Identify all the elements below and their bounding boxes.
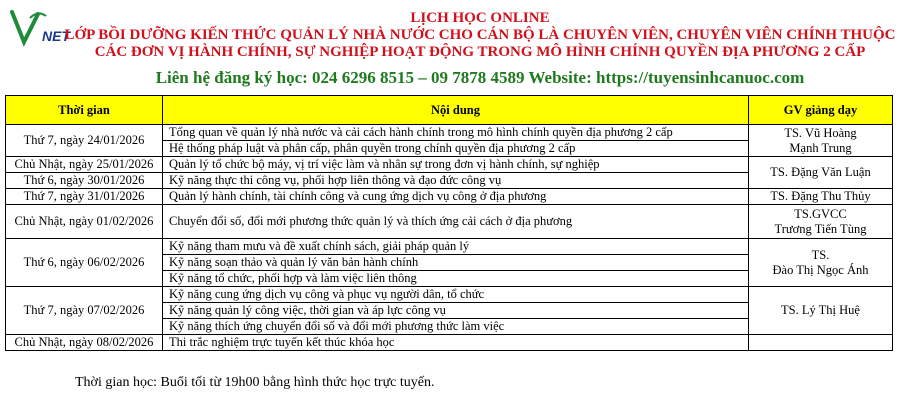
topic-cell: Thi trắc nghiệm trực tuyến kết thúc khóa học	[163, 335, 749, 351]
page-title: LỊCH HỌC ONLINE	[410, 10, 550, 26]
contact-line: Liên hệ đăng ký học: 024 6296 8515 – 09 7878 4589 Website: https://tuyensinhcanuoc.com	[155, 68, 805, 87]
teacher-cell	[749, 205, 893, 239]
date-cell: Thứ 7, ngày 07/02/2026	[6, 287, 163, 335]
topic-cell: Chuyển đổi số, đổi mới phương thức quản lý và thích ứng cải cách ở địa phương	[163, 205, 749, 239]
logo-text: NET	[42, 28, 70, 44]
date-cell: Thứ 6, ngày 06/02/2026	[6, 239, 163, 287]
table-row	[6, 125, 893, 141]
topic-cell: Kỹ năng thích ứng chuyển đổi số và đổi mới phương thức làm việc	[163, 319, 749, 335]
table-row	[6, 287, 893, 303]
teacher-cell	[749, 335, 893, 351]
topic-cell: Tổng quan về quản lý nhà nước và cải cách hành chính trong mô hình chính quyền địa phương 2 cấp	[163, 125, 749, 141]
topic-cell: Quản lý tổ chức bộ máy, vị trí việc làm và nhân sự trong đơn vị hành chính, sự nghiệp	[163, 157, 749, 173]
topic-cell: Kỹ năng quản lý công việc, thời gian và áp lực công vụ	[163, 303, 749, 319]
table-row	[6, 205, 893, 239]
date-cell: Thứ 7, ngày 31/01/2026	[6, 189, 163, 205]
teacher-title: TS. Vũ Hoàng	[784, 125, 857, 140]
table-row	[6, 335, 893, 351]
teacher-name: Mạnh Trung	[789, 140, 852, 155]
header-content: Nội dung	[163, 96, 749, 125]
teacher-cell: TS. Đặng Thu Thủy	[749, 189, 893, 205]
teacher-name: Đào Thị Ngọc Ánh	[772, 262, 869, 277]
teacher-title: TS.GVCC	[794, 206, 847, 221]
header-teacher: GV giảng dạy	[749, 96, 893, 125]
teacher-name: Trương Tiến Tùng	[774, 221, 867, 236]
teacher-cell	[749, 125, 893, 157]
date-cell: Chủ Nhật, ngày 08/02/2026	[6, 335, 163, 351]
table-row	[6, 239, 893, 255]
table-row	[6, 189, 893, 205]
topic-cell: Hệ thống pháp luật và phân cấp, phân quyền trong chính quyền địa phương 2 cấp	[163, 141, 749, 157]
topic-cell: Kỹ năng tổ chức, phối hợp và làm việc liên thông	[163, 271, 749, 287]
course-title-line1: LỚP BỒI DƯỠNG KIẾN THỨC QUẢN LÝ NHÀ NƯỚC CHO CÁN BỘ LÀ CHUYÊN VIÊN, CHUYÊN VIÊN CHÍNH THUỘC	[64, 27, 896, 43]
table-header-row	[6, 96, 893, 125]
teacher-cell: TS. Lý Thị Huệ	[749, 287, 893, 335]
date-cell: Chủ Nhật, ngày 25/01/2026	[6, 157, 163, 173]
topic-cell: Kỹ năng tham mưu và đề xuất chính sách, giải pháp quản lý	[163, 239, 749, 255]
teacher-cell: TS. Đặng Văn Luận	[749, 157, 893, 189]
topic-cell: Kỹ năng cung ứng dịch vụ công và phục vụ người dân, tổ chức	[163, 287, 749, 303]
teacher-title: TS.	[811, 247, 830, 262]
date-cell: Thứ 6, ngày 30/01/2026	[6, 173, 163, 189]
teacher-cell	[749, 239, 893, 287]
header-time: Thời gian	[6, 96, 163, 125]
course-title-line2: CÁC ĐƠN VỊ HÀNH CHÍNH, SỰ NGHIỆP HOẠT ĐỘNG TRONG MÔ HÌNH CHÍNH QUYỀN ĐỊA PHƯƠNG 2 CẤP	[94, 44, 866, 60]
date-cell: Chủ Nhật, ngày 01/02/2026	[6, 205, 163, 239]
footer-note: Thời gian học: Buổi tối từ 19h00 bằng hình thức học trực tuyến.	[75, 375, 435, 390]
table-row	[6, 157, 893, 173]
schedule-table	[5, 95, 893, 351]
date-cell: Thứ 7, ngày 24/01/2026	[6, 125, 163, 157]
topic-cell: Kỹ năng thực thi công vụ, phối hợp liên thông và đạo đức công vụ	[163, 173, 749, 189]
topic-cell: Kỹ năng soạn thảo và quản lý văn bản hành chính	[163, 255, 749, 271]
topic-cell: Quản lý hành chính, tài chính công và cung ứng dịch vụ công ở địa phương	[163, 189, 749, 205]
